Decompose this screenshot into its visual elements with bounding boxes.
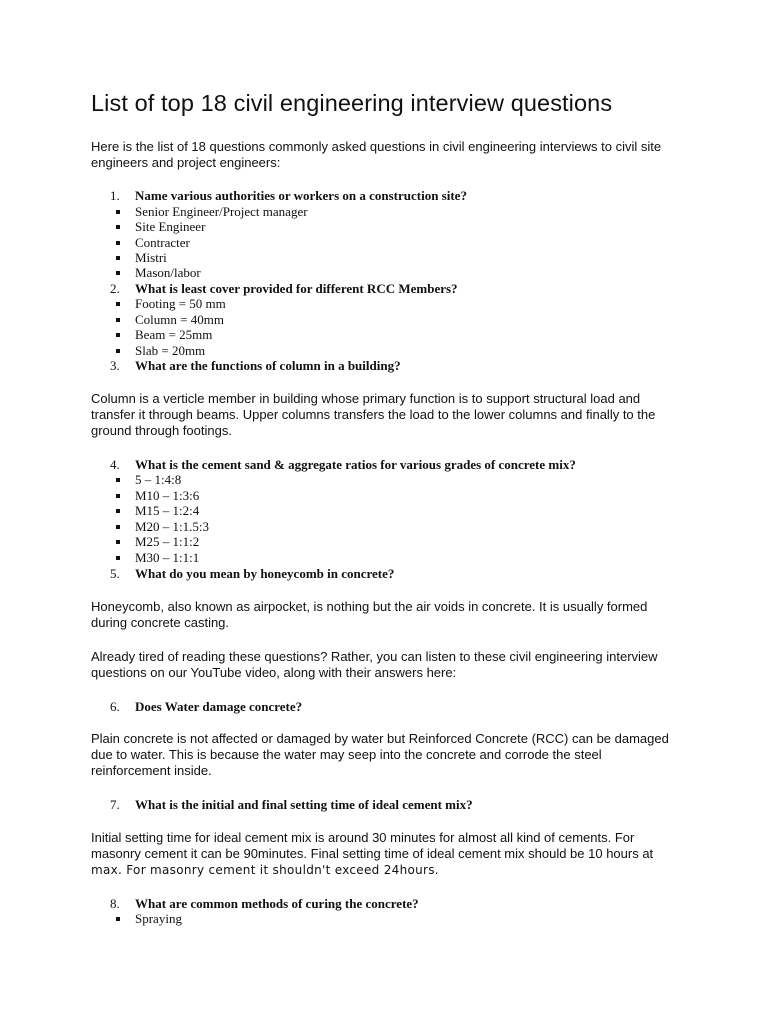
list-item xyxy=(0,250,768,266)
list-item xyxy=(0,519,768,535)
list-item-text: Site Engineer xyxy=(135,219,206,234)
square-bullet-icon xyxy=(116,478,120,482)
square-bullet-icon xyxy=(116,333,120,337)
list-item-text: M15 – 1:2:4 xyxy=(135,503,200,518)
list-item-text: Senior Engineer/Project manager xyxy=(135,204,308,219)
question-number: 2. xyxy=(110,281,120,296)
question-3 xyxy=(0,358,768,374)
list-item xyxy=(0,219,768,235)
list-item xyxy=(0,327,768,343)
square-bullet-icon xyxy=(116,494,120,498)
list-item-text: Spraying xyxy=(135,911,182,926)
answer-3-paragraph xyxy=(91,391,691,440)
square-bullet-icon xyxy=(116,241,120,245)
square-bullet-icon xyxy=(116,225,120,229)
answer-line: ground through footings. xyxy=(91,423,232,439)
answer-6-paragraph xyxy=(91,731,691,780)
list-item xyxy=(0,343,768,359)
list-item xyxy=(0,503,768,519)
question-number: 1. xyxy=(110,188,120,203)
question-7 xyxy=(0,797,768,813)
list-item-text: M25 – 1:1:2 xyxy=(135,534,200,549)
question-number: 7. xyxy=(110,797,120,812)
promo-paragraph xyxy=(91,649,691,681)
answer-5-paragraph xyxy=(91,599,691,631)
list-item-text: M30 – 1:1:1 xyxy=(135,550,200,565)
answer-line: due to water. This is because the water may seep into the concrete and corrode the steel xyxy=(91,747,602,763)
question-number: 5. xyxy=(110,566,120,581)
question-number: 6. xyxy=(110,699,120,714)
list-item xyxy=(0,204,768,220)
square-bullet-icon xyxy=(116,302,120,306)
answer-line: Column is a verticle member in building whose primary function is to support structural load and xyxy=(91,391,641,406)
answer-7-paragraph xyxy=(91,830,691,879)
square-bullet-icon xyxy=(116,318,120,322)
list-item xyxy=(0,235,768,251)
list-item-text: Contracter xyxy=(135,235,190,250)
square-bullet-icon xyxy=(116,256,120,260)
list-item-text: Beam = 25mm xyxy=(135,327,213,342)
question-number: 8. xyxy=(110,896,120,911)
list-item xyxy=(0,265,768,281)
list-item-text: Column = 40mm xyxy=(135,312,224,327)
question-1 xyxy=(0,188,768,204)
intro-line: Here is the list of 18 questions commonly asked questions in civil engineering interviews to civil site xyxy=(91,139,662,154)
list-item xyxy=(0,312,768,328)
question-2 xyxy=(0,281,768,297)
list-item xyxy=(0,550,768,566)
intro-line: engineers and project engineers: xyxy=(91,155,281,171)
square-bullet-icon xyxy=(116,509,120,513)
answer-line: reinforcement inside. xyxy=(91,763,212,779)
list-item-text: Slab = 20mm xyxy=(135,343,206,358)
answer-line: Honeycomb, also known as airpocket, is nothing but the air voids in concrete. It is usually formed xyxy=(91,599,648,614)
question-text: What is the cement sand & aggregate ratios for various grades of concrete mix? xyxy=(135,457,576,472)
question-number: 3. xyxy=(110,358,120,373)
question-number: 4. xyxy=(110,457,120,472)
question-6 xyxy=(0,699,768,715)
question-text: Name various authorities or workers on a construction site? xyxy=(135,188,467,203)
square-bullet-icon xyxy=(116,349,120,353)
square-bullet-icon xyxy=(116,525,120,529)
question-text: What do you mean by honeycomb in concrete? xyxy=(135,566,395,581)
question-5 xyxy=(0,566,768,582)
square-bullet-icon xyxy=(116,540,120,544)
square-bullet-icon xyxy=(116,556,120,560)
square-bullet-icon xyxy=(116,917,120,921)
question-text: What is the initial and final setting time of ideal cement mix? xyxy=(135,797,473,812)
question-4 xyxy=(0,457,768,473)
answer-line: max. For masonry cement it shouldn't exceed 24hours. xyxy=(91,863,439,878)
question-text: What are the functions of column in a building? xyxy=(135,358,401,373)
square-bullet-icon xyxy=(116,271,120,275)
question-8 xyxy=(0,896,768,912)
answer-line: masonry cement it can be 90minutes. Final setting time of ideal cement mix should be 10 hours at xyxy=(91,846,654,862)
question-text: Does Water damage concrete? xyxy=(135,699,303,714)
question-text: What are common methods of curing the concrete? xyxy=(135,896,419,911)
intro-paragraph xyxy=(91,139,691,171)
answer-line: Plain concrete is not affected or damaged by water but Reinforced Concrete (RCC) can be damaged xyxy=(91,731,669,746)
list-item-text: Footing = 50 mm xyxy=(135,296,226,311)
page-title: List of top 18 civil engineering interview questions xyxy=(91,90,613,116)
promo-line: Already tired of reading these questions? Rather, you can listen to these civil engineering interview xyxy=(91,649,658,664)
list-item xyxy=(0,472,768,488)
list-item-text: Mason/labor xyxy=(135,265,201,280)
list-item xyxy=(0,296,768,312)
promo-line: questions on our YouTube video, along with their answers here: xyxy=(91,665,457,681)
list-item xyxy=(0,534,768,550)
list-item-text: 5 – 1:4:8 xyxy=(135,472,182,487)
list-item-text: M10 – 1:3:6 xyxy=(135,488,200,503)
answer-line: during concrete casting. xyxy=(91,615,230,631)
question-text: What is least cover provided for different RCC Members? xyxy=(135,281,458,296)
list-item-text: M20 – 1:1.5:3 xyxy=(135,519,210,534)
answer-line: transfer it through beams. Upper columns transfers the load to the lower columns and finally to the xyxy=(91,407,656,423)
list-item xyxy=(0,488,768,504)
list-item xyxy=(0,911,768,927)
list-item-text: Mistri xyxy=(135,250,167,265)
square-bullet-icon xyxy=(116,210,120,214)
answer-line: Initial setting time for ideal cement mix is around 30 minutes for almost all kind of cements. For xyxy=(91,830,635,845)
